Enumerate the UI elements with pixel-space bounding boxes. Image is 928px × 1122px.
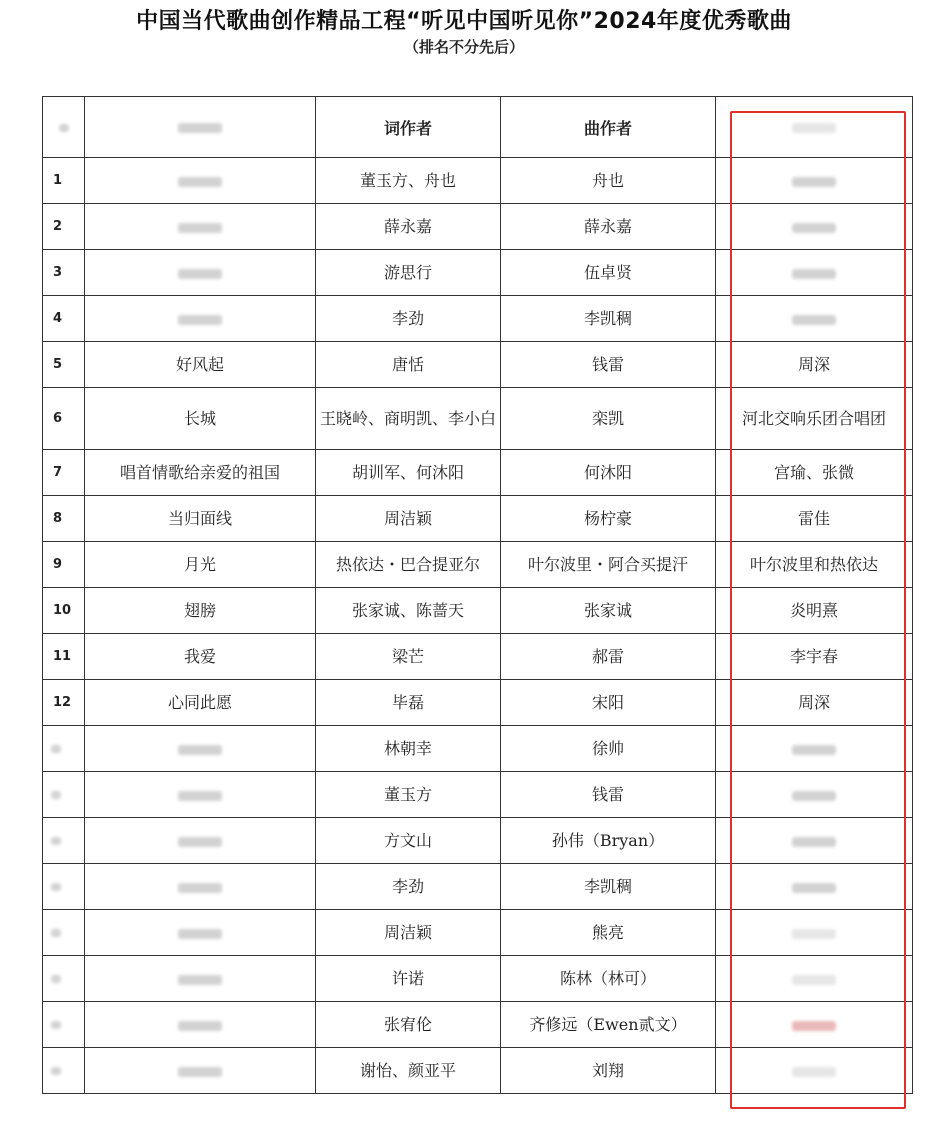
cell-number	[43, 680, 85, 726]
cell-song-text: 心同此愿	[167, 692, 232, 712]
cell-song-text: 当归面线	[167, 508, 232, 528]
cell-composer	[501, 542, 716, 588]
cell-song-text: 唱首情歌给亲爱的祖国	[119, 462, 280, 482]
cell-number	[43, 250, 85, 296]
redacted-cell-number	[51, 929, 61, 937]
cell-singer	[716, 450, 913, 496]
cell-song	[85, 342, 316, 388]
table-row	[43, 634, 913, 680]
cell-composer	[501, 818, 716, 864]
cell-number	[43, 956, 85, 1002]
cell-singer	[716, 1048, 913, 1094]
cell-singer	[716, 956, 913, 1002]
table-row	[43, 542, 913, 588]
redacted-cell-singer	[792, 177, 836, 187]
redacted-cell-singer	[792, 975, 836, 985]
table-row	[43, 296, 913, 342]
cell-singer	[716, 496, 913, 542]
cell-composer-text: 张家诚	[583, 600, 632, 620]
cell-song	[85, 864, 316, 910]
cell-song	[85, 296, 316, 342]
cell-song-text: 翅膀	[183, 600, 216, 620]
cell-composer-text: 伍卓贤	[583, 262, 632, 282]
cell-number-text: 10	[53, 602, 72, 618]
redacted-cell-singer	[792, 791, 836, 801]
redacted-cell-song	[178, 837, 222, 847]
cell-singer	[716, 818, 913, 864]
redacted-cell-number	[51, 1067, 61, 1075]
cell-song	[85, 158, 316, 204]
cell-song	[85, 818, 316, 864]
cell-composer-text: 何沐阳	[583, 462, 632, 482]
table-row	[43, 204, 913, 250]
cell-singer-text: 叶尔波里和热依达	[749, 554, 878, 574]
table-row	[43, 818, 913, 864]
cell-composer-text: 熊亮	[591, 922, 624, 942]
cell-composer	[501, 342, 716, 388]
cell-song	[85, 388, 316, 450]
redacted-cell-number	[51, 883, 61, 891]
cell-composer-text: 栾凯	[591, 408, 624, 428]
table-row	[43, 1002, 913, 1048]
cell-song-text: 长城	[183, 408, 216, 428]
cell-number-text: 5	[53, 356, 63, 372]
cell-composer-text: 杨柠豪	[583, 508, 632, 528]
table-row	[43, 910, 913, 956]
redacted-cell-singer	[792, 269, 836, 279]
header-composer: 曲作者	[501, 97, 716, 158]
header-song	[85, 97, 316, 158]
cell-number	[43, 726, 85, 772]
table-body	[43, 158, 913, 1094]
cell-composer-text: 钱雷	[591, 784, 624, 804]
redacted-cell-song	[178, 883, 222, 893]
cell-singer	[716, 342, 913, 388]
cell-lyricist-text: 董玉方	[383, 784, 432, 804]
redacted-cell-singer	[792, 1021, 836, 1031]
redacted-cell-song	[178, 223, 222, 233]
cell-composer	[501, 910, 716, 956]
cell-lyricist	[316, 726, 501, 772]
cell-song	[85, 450, 316, 496]
cell-composer-text: 陈林（林可）	[559, 968, 656, 988]
cell-number	[43, 634, 85, 680]
cell-number-text: 8	[53, 510, 63, 526]
cell-number	[43, 542, 85, 588]
table-row	[43, 956, 913, 1002]
redacted-cell-number	[51, 745, 61, 753]
redacted-cell-song	[178, 929, 222, 939]
cell-composer	[501, 250, 716, 296]
cell-lyricist	[316, 634, 501, 680]
redacted-cell-singer	[792, 929, 836, 939]
cell-lyricist-text: 李劲	[391, 308, 424, 328]
redacted-cell-singer	[792, 837, 836, 847]
redacted-cell-singer	[792, 1067, 836, 1077]
table-row	[43, 680, 913, 726]
redacted-cell-number	[51, 1021, 61, 1029]
cell-composer	[501, 864, 716, 910]
redacted-cell-song	[178, 1021, 222, 1031]
cell-singer	[716, 542, 913, 588]
cell-lyricist-text: 热依达・巴合提亚尔	[335, 554, 480, 574]
cell-composer-text: 孙伟（Bryan）	[551, 830, 665, 850]
cell-singer-text: 宫瑜、张微	[773, 462, 854, 482]
redacted-cell-song	[178, 791, 222, 801]
cell-lyricist-text: 周洁颖	[383, 922, 432, 942]
page-title: 中国当代歌曲创作精品工程“听见中国听见你”2024年度优秀歌曲	[136, 9, 792, 34]
cell-number	[43, 864, 85, 910]
redacted-cell-singer	[792, 223, 836, 233]
cell-number-text: 4	[53, 310, 63, 326]
cell-song	[85, 1002, 316, 1048]
cell-lyricist-text: 唐恬	[391, 354, 424, 374]
cell-number	[43, 1002, 85, 1048]
cell-lyricist	[316, 204, 501, 250]
header-number	[43, 97, 85, 158]
cell-composer	[501, 1048, 716, 1094]
cell-song	[85, 634, 316, 680]
cell-lyricist	[316, 588, 501, 634]
cell-composer-text: 钱雷	[591, 354, 624, 374]
cell-number	[43, 588, 85, 634]
cell-number	[43, 496, 85, 542]
cell-number-text: 11	[53, 648, 72, 664]
cell-singer	[716, 680, 913, 726]
cell-composer-text: 李凯稠	[583, 876, 632, 896]
redacted-cell-song	[178, 177, 222, 187]
table-row	[43, 588, 913, 634]
cell-number-text: 12	[53, 694, 72, 710]
table-row	[43, 250, 913, 296]
redacted-cell-song	[178, 975, 222, 985]
cell-number	[43, 1048, 85, 1094]
cell-lyricist	[316, 542, 501, 588]
redacted-cell-number	[51, 975, 61, 983]
cell-lyricist	[316, 296, 501, 342]
table-row	[43, 726, 913, 772]
cell-singer	[716, 1002, 913, 1048]
cell-composer-text: 叶尔波里・阿合买提汗	[527, 554, 688, 574]
cell-number	[43, 158, 85, 204]
page-subtitle: （排名不分先后）	[403, 38, 524, 56]
cell-singer-text: 河北交响乐团合唱团	[741, 408, 886, 428]
table-row	[43, 388, 913, 450]
cell-composer	[501, 204, 716, 250]
cell-lyricist-text: 董玉方、舟也	[359, 170, 456, 190]
cell-number-text: 7	[53, 464, 63, 480]
redacted-header-singer	[792, 123, 836, 133]
cell-lyricist	[316, 388, 501, 450]
redacted-cell-number	[51, 837, 61, 845]
redacted-cell-singer	[792, 745, 836, 755]
cell-composer	[501, 588, 716, 634]
cell-number-text: 3	[53, 264, 63, 280]
cell-composer	[501, 680, 716, 726]
cell-lyricist-text: 周洁颖	[383, 508, 432, 528]
cell-song	[85, 250, 316, 296]
cell-lyricist-text: 张宥伦	[383, 1014, 432, 1034]
cell-lyricist	[316, 158, 501, 204]
cell-lyricist	[316, 680, 501, 726]
cell-number	[43, 818, 85, 864]
redacted-cell-number	[51, 791, 61, 799]
cell-lyricist-text: 薛永嘉	[383, 216, 432, 236]
cell-singer	[716, 158, 913, 204]
cell-lyricist	[316, 496, 501, 542]
cell-number-text: 6	[53, 410, 63, 426]
table-header-row	[43, 97, 913, 158]
cell-song	[85, 680, 316, 726]
table-row	[43, 772, 913, 818]
cell-composer-text: 薛永嘉	[583, 216, 632, 236]
cell-singer	[716, 388, 913, 450]
redacted-cell-song	[178, 1067, 222, 1077]
cell-singer	[716, 204, 913, 250]
cell-singer-text: 炎明熹	[789, 600, 838, 620]
redacted-cell-song	[178, 269, 222, 279]
cell-composer	[501, 496, 716, 542]
cell-song	[85, 956, 316, 1002]
cell-lyricist	[316, 1048, 501, 1094]
cell-lyricist-text: 张家诚、陈蔷天	[351, 600, 464, 620]
cell-lyricist-text: 王晓岭、商明凯、李小白	[320, 408, 497, 428]
cell-song	[85, 1048, 316, 1094]
cell-singer-text: 李宇春	[789, 646, 838, 666]
cell-composer	[501, 772, 716, 818]
cell-lyricist-text: 胡训军、何沐阳	[351, 462, 464, 482]
cell-song	[85, 910, 316, 956]
cell-singer	[716, 726, 913, 772]
redacted-cell-song	[178, 745, 222, 755]
cell-number	[43, 772, 85, 818]
cell-song	[85, 496, 316, 542]
cell-composer	[501, 956, 716, 1002]
cell-lyricist	[316, 1002, 501, 1048]
cell-number	[43, 204, 85, 250]
cell-singer-text: 雷佳	[797, 508, 830, 528]
cell-number-text: 9	[53, 556, 63, 572]
cell-number	[43, 296, 85, 342]
redacted-cell-singer	[792, 883, 836, 893]
redacted-cell-singer	[792, 315, 836, 325]
cell-lyricist	[316, 772, 501, 818]
redacted-header-number	[59, 124, 69, 132]
cell-composer-text: 刘翔	[591, 1060, 624, 1080]
songs-table	[42, 96, 913, 1094]
header-lyricist: 词作者	[316, 97, 501, 158]
cell-lyricist-text: 李劲	[391, 876, 424, 896]
cell-singer	[716, 864, 913, 910]
cell-singer	[716, 910, 913, 956]
cell-song	[85, 772, 316, 818]
cell-lyricist-text: 游思行	[383, 262, 432, 282]
table-row	[43, 864, 913, 910]
cell-composer-text: 宋阳	[591, 692, 624, 712]
cell-lyricist-text: 毕磊	[391, 692, 424, 712]
cell-song-text: 我爱	[183, 646, 216, 666]
cell-lyricist	[316, 864, 501, 910]
cell-song	[85, 588, 316, 634]
cell-number	[43, 910, 85, 956]
table-row	[43, 342, 913, 388]
cell-lyricist-text: 林朝幸	[383, 738, 432, 758]
cell-number	[43, 342, 85, 388]
cell-number-text: 2	[53, 218, 63, 234]
cell-composer	[501, 388, 716, 450]
cell-song	[85, 726, 316, 772]
cell-composer-text: 李凯稠	[583, 308, 632, 328]
redacted-header-song	[178, 123, 222, 133]
cell-number	[43, 450, 85, 496]
table-row	[43, 158, 913, 204]
cell-composer	[501, 296, 716, 342]
cell-lyricist	[316, 910, 501, 956]
cell-number-text: 1	[53, 172, 63, 188]
cell-composer	[501, 450, 716, 496]
cell-number	[43, 388, 85, 450]
cell-lyricist	[316, 450, 501, 496]
cell-singer	[716, 250, 913, 296]
cell-song-text: 月光	[183, 554, 216, 574]
cell-composer-text: 舟也	[591, 170, 624, 190]
cell-song	[85, 542, 316, 588]
cell-lyricist	[316, 342, 501, 388]
redacted-cell-song	[178, 315, 222, 325]
cell-composer	[501, 634, 716, 680]
cell-composer-text: 郝雷	[591, 646, 624, 666]
cell-lyricist	[316, 818, 501, 864]
cell-lyricist	[316, 250, 501, 296]
cell-singer	[716, 588, 913, 634]
cell-lyricist-text: 方文山	[383, 830, 432, 850]
cell-composer-text: 齐修远（Ewen贰文）	[529, 1014, 687, 1034]
table-row	[43, 496, 913, 542]
cell-lyricist	[316, 956, 501, 1002]
cell-composer-text: 徐帅	[591, 738, 624, 758]
cell-lyricist-text: 谢怡、颜亚平	[359, 1060, 456, 1080]
cell-lyricist-text: 梁芒	[391, 646, 424, 666]
header-singer	[716, 97, 913, 158]
cell-lyricist-text: 许诺	[391, 968, 424, 988]
cell-singer	[716, 772, 913, 818]
cell-composer	[501, 1002, 716, 1048]
cell-singer-text: 周深	[797, 354, 830, 374]
cell-song	[85, 204, 316, 250]
table-row	[43, 1048, 913, 1094]
cell-composer	[501, 726, 716, 772]
cell-composer	[501, 158, 716, 204]
cell-song-text: 好风起	[175, 354, 224, 374]
cell-singer-text: 周深	[797, 692, 830, 712]
cell-singer	[716, 296, 913, 342]
cell-singer	[716, 634, 913, 680]
table-row	[43, 450, 913, 496]
